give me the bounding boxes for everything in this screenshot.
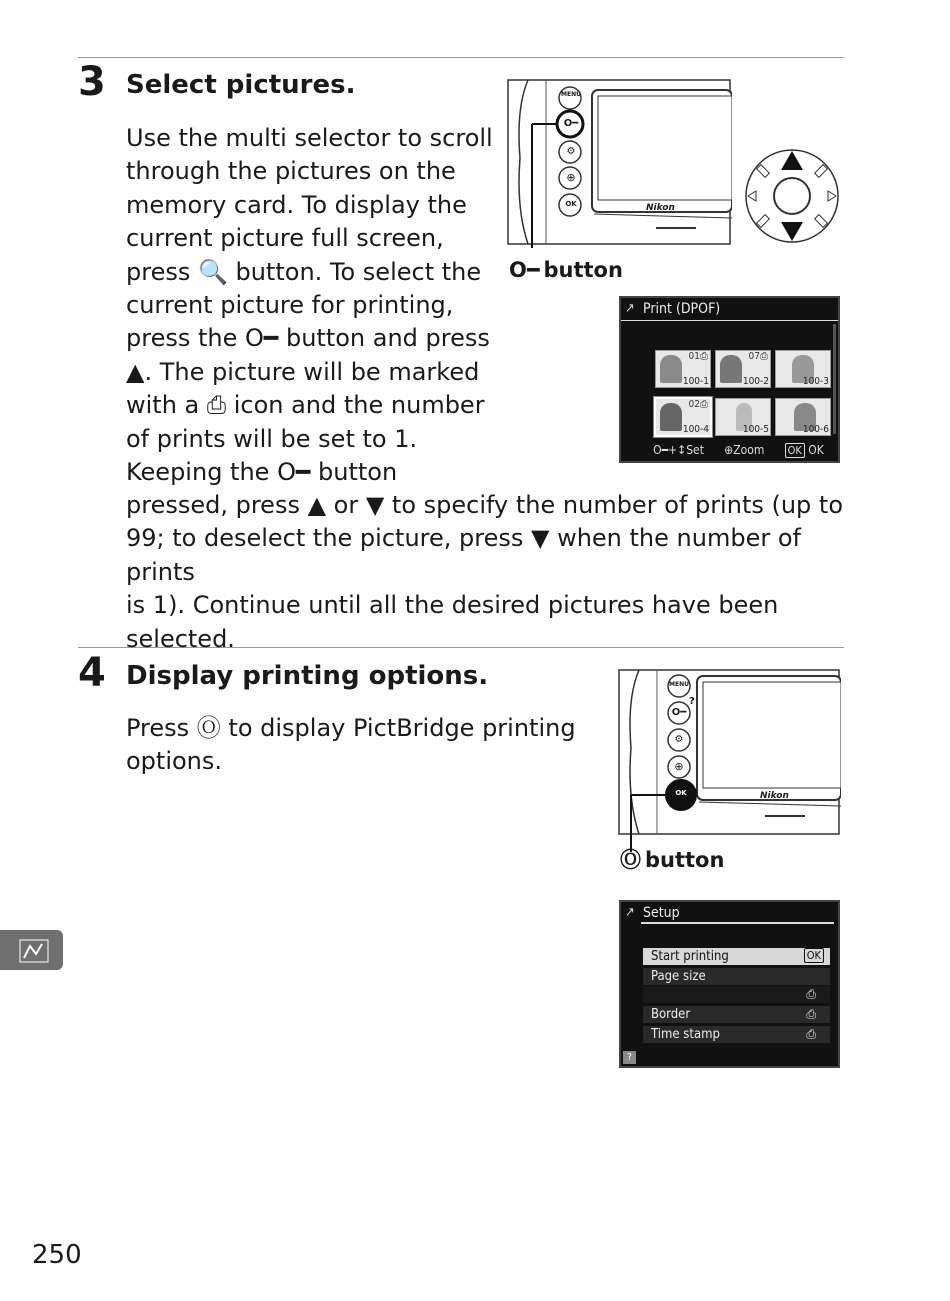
protect-key-icon: O━ bbox=[509, 258, 540, 282]
step-3-number: 3 bbox=[78, 59, 106, 105]
setup-title: Setup bbox=[643, 905, 680, 921]
protect-button-label-2: O━ bbox=[671, 707, 687, 718]
step-4-instructions: Press Ⓞ to display PictBridge printing options. bbox=[126, 714, 576, 776]
menu-item-page-size[interactable]: Page size bbox=[643, 968, 830, 985]
step-3-instructions-lower: pressed, press ▲ or ▼ to specify the number of prints (up to 99; to deselect the picture, press ▼ when the number of prints is 1). Continue until all the desired pictures have been selected. bbox=[126, 491, 844, 653]
thumbnail-5[interactable]: 100-5 bbox=[715, 398, 771, 436]
menu-item-page-size-value[interactable]: ⎙ bbox=[643, 986, 830, 1003]
thumbnail-4-selected[interactable]: 02⎙ 100-4 bbox=[654, 397, 712, 437]
step-3-instructions-upper: Use the multi selector to scroll through the pictures on the memory card. To display the current picture full screen, press 🔍 button. To select the current picture for printing, press the O━ button and press ▲. The picture will be marked with a ⎙ icon and the number of prints will be set to 1. Keeping the O━ button bbox=[126, 124, 493, 487]
camera-1-brand: Nikon bbox=[646, 203, 675, 213]
settings-button-label: ⚙ bbox=[566, 146, 576, 157]
menu-item-start-printing[interactable]: Start printing OK bbox=[643, 948, 830, 965]
camera-back-illustration-1 bbox=[506, 78, 732, 248]
camera-back-illustration-2 bbox=[617, 668, 841, 852]
menu-button-label: MENU bbox=[561, 91, 581, 98]
thumbnail-6[interactable]: 100-6 bbox=[775, 398, 831, 436]
menu-item-border[interactable]: Border ⎙ bbox=[643, 1006, 830, 1023]
step-3-title: Select pictures. bbox=[126, 70, 356, 100]
thumbnail-1[interactable]: 01⎙ 100-1 bbox=[655, 350, 711, 388]
protect-button-caption-text: button bbox=[543, 258, 623, 282]
ok-icon: Ⓞ bbox=[620, 848, 641, 872]
ok-button-caption bbox=[620, 850, 724, 871]
camera-2-brand: Nikon bbox=[760, 791, 789, 801]
thumbnail-3[interactable]: 100-3 bbox=[775, 350, 831, 388]
ok-button-caption-text: button bbox=[645, 848, 725, 872]
pictbridge-icon-2: ↗ bbox=[625, 905, 635, 920]
zoom-button-label-2: ⊕ bbox=[674, 760, 684, 773]
ok-button-label: OK bbox=[565, 200, 577, 208]
camera-2-question: ? bbox=[689, 696, 695, 707]
page-number: 250 bbox=[32, 1240, 82, 1270]
ok-button-label-2: OK bbox=[675, 789, 687, 797]
print-dpof-screen bbox=[619, 296, 840, 463]
menu-item-time-stamp[interactable]: Time stamp ⎙ bbox=[643, 1026, 830, 1043]
help-icon[interactable]: ? bbox=[623, 1051, 636, 1064]
pictbridge-icon: ↗ bbox=[625, 301, 635, 316]
zoom-button-label: ⊕ bbox=[566, 171, 576, 184]
step-4-number: 4 bbox=[78, 650, 106, 696]
footer-ok: OK OK bbox=[785, 443, 824, 457]
multi-selector-icon bbox=[742, 148, 842, 248]
step-4-title: Display printing options. bbox=[126, 661, 489, 691]
screen-footer bbox=[643, 441, 834, 459]
settings-button-label-2: ⚙ bbox=[674, 734, 684, 745]
screen-title: Print (DPOF) bbox=[621, 298, 838, 321]
footer-set: O━+↕Set bbox=[653, 443, 704, 457]
menu-button-label-2: MENU bbox=[669, 681, 689, 688]
pictbridge-icon-tab bbox=[0, 930, 63, 970]
setup-screen bbox=[619, 900, 840, 1068]
protect-button-caption bbox=[509, 260, 623, 281]
thumbnail-2[interactable]: 07⎙ 100-2 bbox=[715, 350, 771, 388]
section-divider-top bbox=[78, 57, 844, 58]
scrollbar[interactable] bbox=[833, 324, 836, 434]
footer-zoom: ⊕Zoom bbox=[724, 443, 765, 457]
chapter-tab bbox=[0, 930, 63, 970]
protect-button-label: O━ bbox=[563, 118, 579, 129]
